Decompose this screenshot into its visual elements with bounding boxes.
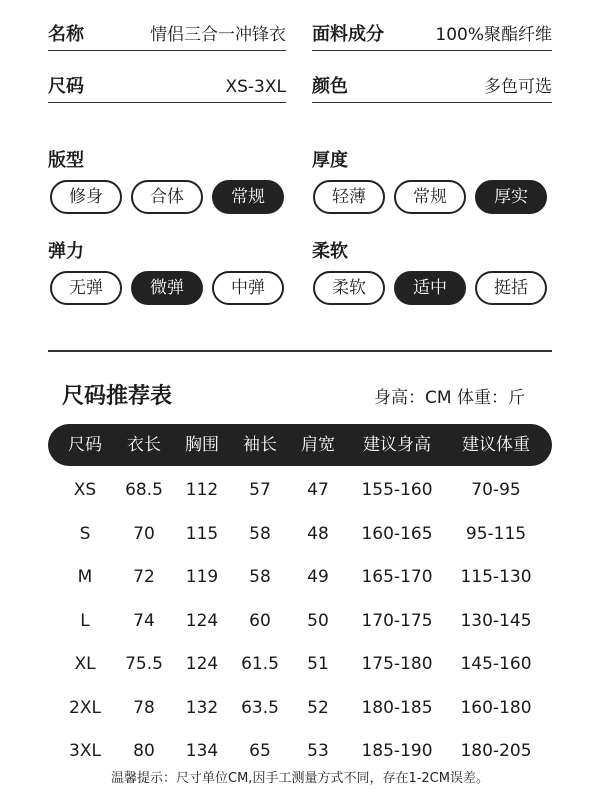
section-divider — [48, 350, 552, 352]
spec-fabric-label: 面料成分 — [312, 24, 384, 45]
header-length: 衣长 — [127, 435, 161, 455]
spec-name-value: 情侣三合一冲锋衣 — [150, 25, 286, 45]
softness-title: 柔软 — [312, 241, 348, 262]
table-cell: 74 — [133, 610, 155, 631]
table-cell: 60 — [249, 610, 271, 631]
elasticity-option-slight: 微弹 — [131, 271, 203, 305]
table-cell: 50 — [307, 610, 329, 631]
table-cell: 134 — [185, 741, 219, 761]
spec-size-value: XS-3XL — [225, 77, 286, 97]
table-cell: 180-185 — [361, 697, 433, 718]
table-cell: 115-130 — [460, 567, 532, 587]
table-cell: 95-115 — [465, 523, 527, 544]
table-cell: 47 — [307, 480, 329, 500]
table-cell: 49 — [307, 567, 329, 587]
spec-color-value: 多色可选 — [484, 77, 552, 97]
fit-title: 版型 — [48, 150, 84, 171]
header-sleeve: 袖长 — [243, 435, 277, 455]
thickness-title: 厚度 — [312, 150, 348, 171]
table-row — [48, 513, 552, 556]
table-cell: 58 — [249, 523, 271, 544]
table-row — [48, 556, 552, 599]
header-height: 建议身高 — [363, 435, 431, 455]
table-cell: 70 — [133, 523, 155, 544]
table-cell: 160-165 — [361, 523, 433, 544]
table-cell: 124 — [185, 654, 219, 674]
table-cell: 145-160 — [460, 654, 532, 674]
elasticity-option-medium: 中弹 — [212, 271, 284, 305]
table-cell: 132 — [185, 697, 219, 718]
table-cell: 57 — [249, 480, 271, 500]
table-cell: 78 — [133, 697, 155, 718]
table-cell: 70-95 — [471, 480, 521, 500]
size-table-title: 尺码推荐表 — [62, 384, 173, 409]
table-cell: 130-145 — [460, 610, 532, 631]
spec-name-label: 名称 — [48, 24, 84, 45]
table-cell: 165-170 — [361, 567, 433, 587]
spec-fabric-value: 100%聚酯纤维 — [435, 25, 552, 45]
table-cell: M — [77, 567, 93, 587]
table-cell: L — [80, 610, 90, 631]
table-row — [48, 730, 552, 773]
table-cell: 175-180 — [361, 654, 433, 674]
thickness-option-thick: 厚实 — [475, 180, 547, 214]
table-cell: 170-175 — [361, 610, 433, 631]
table-cell: 58 — [249, 567, 271, 587]
size-table-unit: 身高：CM 体重：斤 — [374, 388, 525, 408]
table-cell: S — [79, 523, 91, 544]
table-cell: 124 — [185, 610, 219, 631]
table-cell: 3XL — [69, 741, 101, 761]
table-cell: 65 — [249, 741, 271, 761]
table-cell: 68.5 — [125, 480, 163, 500]
table-cell: 155-160 — [361, 480, 433, 500]
fit-option-regular-fit: 合体 — [131, 180, 203, 214]
thickness-option-normal: 常规 — [394, 180, 466, 214]
measurement-note: 温馨提示：尺寸单位CM,因手工测量方式不同，存在1-2CM误差。 — [111, 771, 489, 786]
softness-option-stiff: 挺括 — [475, 271, 547, 305]
spec-color — [312, 72, 552, 103]
header-chest: 胸围 — [185, 435, 219, 455]
fit-option-standard: 常规 — [212, 180, 284, 214]
table-cell: 160-180 — [460, 697, 532, 718]
table-cell: 72 — [133, 567, 155, 587]
table-cell: 185-190 — [361, 741, 433, 761]
table-row — [48, 687, 552, 730]
header-weight: 建议体重 — [462, 435, 530, 455]
table-cell: 51 — [307, 654, 329, 674]
table-cell: XL — [74, 654, 96, 674]
table-row — [48, 469, 552, 512]
spec-color-label: 颜色 — [312, 76, 348, 97]
table-cell: 53 — [307, 741, 329, 761]
table-cell: 52 — [307, 697, 329, 718]
table-cell: 75.5 — [125, 654, 163, 674]
softness-option-soft: 柔软 — [313, 271, 385, 305]
table-cell: 63.5 — [241, 697, 279, 718]
table-cell: 61.5 — [241, 654, 279, 674]
table-row — [48, 643, 552, 686]
spec-name — [48, 20, 286, 51]
table-cell: 119 — [185, 567, 219, 587]
table-row — [48, 600, 552, 643]
spec-size — [48, 72, 286, 103]
table-cell: 115 — [185, 523, 219, 544]
softness-option-moderate: 适中 — [394, 271, 466, 305]
table-cell: 80 — [133, 741, 155, 761]
header-shoulder: 肩宽 — [301, 435, 335, 455]
table-cell: 112 — [185, 480, 219, 500]
elasticity-title: 弹力 — [48, 241, 84, 262]
elasticity-option-none: 无弹 — [50, 271, 122, 305]
fit-option-slim: 修身 — [50, 180, 122, 214]
table-cell: 48 — [307, 523, 329, 544]
thickness-option-thin: 轻薄 — [313, 180, 385, 214]
header-size: 尺码 — [68, 435, 102, 455]
spec-size-label: 尺码 — [48, 76, 84, 97]
table-cell: 180-205 — [460, 741, 532, 761]
table-cell: XS — [73, 480, 97, 500]
spec-fabric — [312, 20, 552, 51]
size-table-header — [48, 424, 552, 466]
table-cell: 2XL — [69, 697, 101, 718]
